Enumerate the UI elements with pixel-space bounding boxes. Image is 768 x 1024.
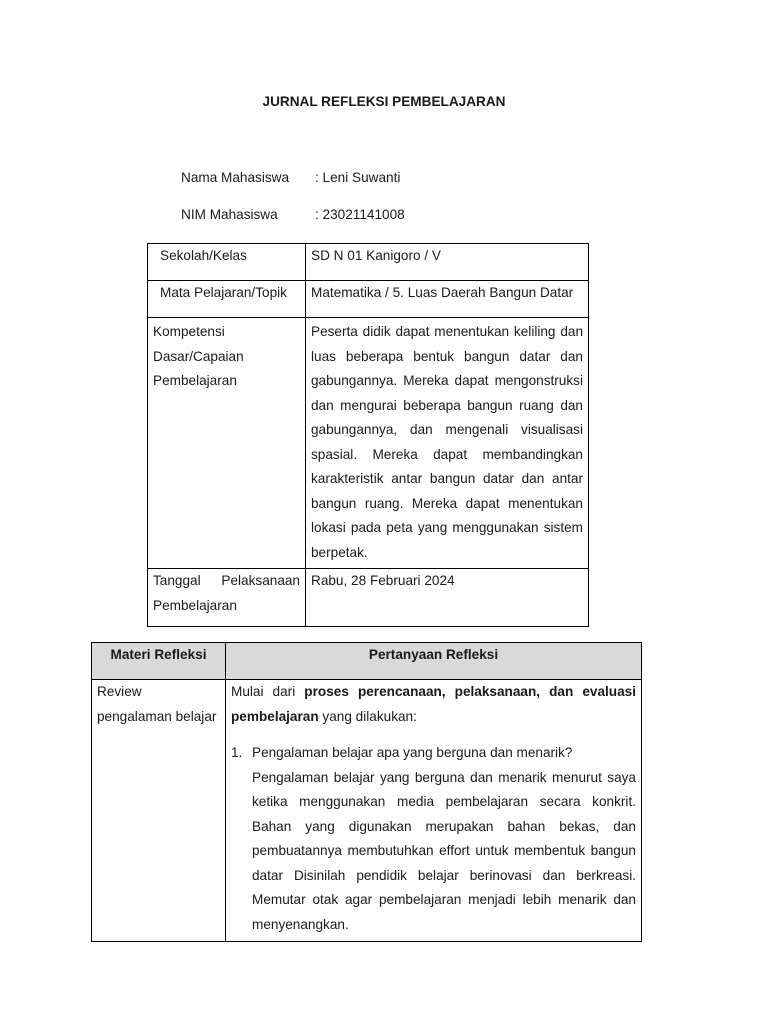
student-name-label: Nama Mahasiswa — [181, 170, 290, 185]
intro-bold: proses perencanaan, pelaksanaan, dan evaluasi pembelajaran — [231, 684, 636, 724]
subject-label: Mata Pelajaran/Topik — [148, 281, 306, 318]
info-table — [147, 243, 589, 627]
competency-value: Peserta didik dapat menentukan keliling dan luas beberapa bentuk bangun datar dan gabungannya. Mereka dapat mengonstruksi dan mengurai beberapa bangun ruang dan gabungannya, dan mengenali visualisasi spasial. Mereka dapat membandingkan karakteristik antar bangun datar dan antar bangun ruang. Mereka dapat menentukan lokasi pada peta yang menggunakan sistem berpetak. — [306, 318, 589, 569]
table-header-row — [92, 643, 642, 680]
student-nim-row — [181, 203, 405, 228]
question-number: 1. — [231, 745, 243, 760]
row-label: Review pengalaman belajar — [92, 680, 226, 942]
document-title: JURNAL REFLEKSI PEMBELAJARAN — [262, 94, 506, 109]
competency-label: Kompetensi Dasar/Capaian Pembelajaran — [148, 318, 306, 569]
school-value: SD N 01 Kanigoro / V — [306, 244, 589, 281]
student-name-row — [181, 166, 400, 191]
subject-value: Matematika / 5. Luas Daerah Bangun Datar — [306, 281, 589, 318]
school-label: Sekolah/Kelas — [148, 244, 306, 281]
question-text: Pengalaman belajar apa yang berguna dan menarik? — [252, 745, 573, 760]
intro-after: yang dilakukan: — [318, 708, 417, 724]
student-nim-label: NIM Mahasiswa — [181, 207, 278, 222]
intro-before: Mulai dari — [231, 684, 305, 699]
header-questions: Pertanyaan Refleksi — [226, 643, 642, 680]
table-row — [148, 281, 589, 318]
reflection-content — [226, 680, 642, 942]
reflection-table — [91, 642, 642, 942]
student-name-value: : Leni Suwanti — [315, 170, 401, 185]
student-nim-value: : 23021141008 — [315, 207, 405, 222]
answer-text: Pengalaman belajar yang berguna dan menarik menurut saya ketika menggunakan media pembelajaran secara konkrit. Bahan yang digunakan merupakan bahan bekas, dan pembuatannya membutuhkan effort untuk membentuk bangun datar Disinilah pendidik belajar berinovasi dan berkreasi. Memutar otak agar pembelajaran menjadi lebih menarik dan menyenangkan. — [252, 769, 636, 932]
table-row — [148, 244, 589, 281]
reflection-intro — [231, 680, 636, 729]
table-row — [148, 318, 589, 569]
table-row — [148, 569, 589, 627]
table-row — [92, 680, 642, 942]
date-label: Tanggal Pelaksanaan Pembelajaran — [148, 569, 306, 627]
header-material: Materi Refleksi — [92, 643, 226, 680]
date-value: Rabu, 28 Februari 2024 — [306, 569, 589, 627]
question-item — [231, 741, 636, 766]
